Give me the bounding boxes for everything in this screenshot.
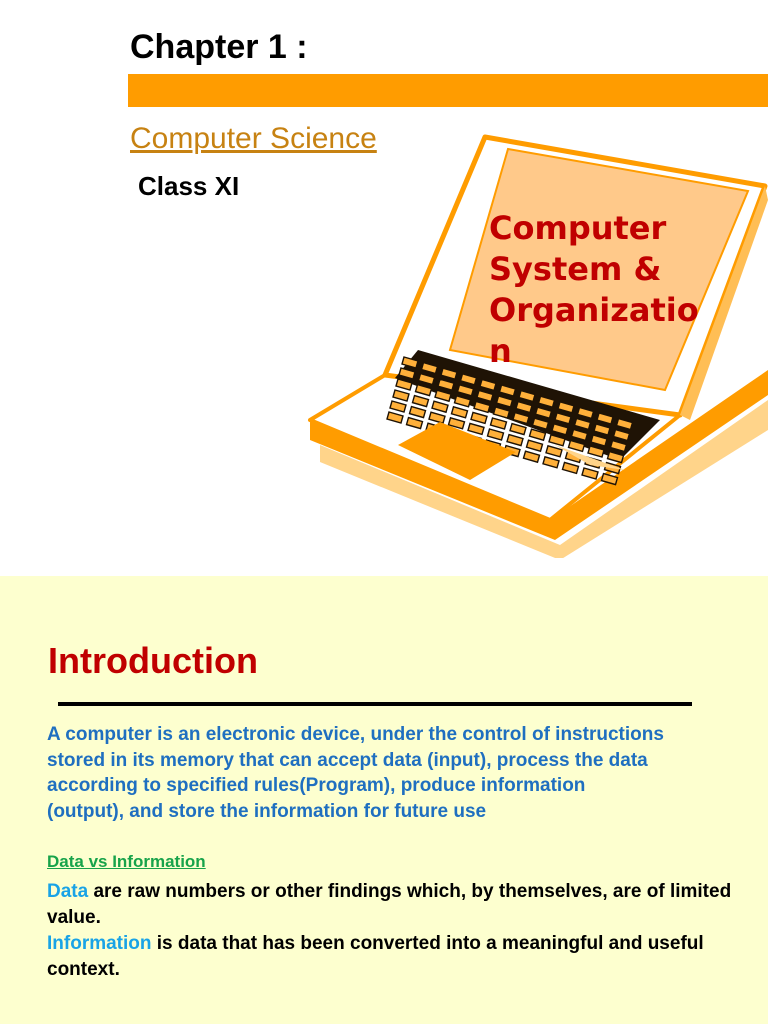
introduction-heading: Introduction	[48, 640, 258, 681]
definition-term: Data	[47, 881, 89, 902]
slide-introduction	[0, 576, 768, 1024]
laptop-screen-text: Computer System & Organization	[489, 209, 699, 370]
definitions	[47, 879, 757, 983]
class-label: Class XI	[138, 171, 240, 201]
data-vs-information-heading: Data vs Information	[47, 852, 206, 871]
heading-divider	[58, 702, 692, 706]
definition-information	[47, 931, 757, 983]
introduction-paragraph: A computer is an electronic device, under the control of instructions stored in its memory that can accept data (input), process the data according to specified rules(Program), produce information (output), and store the information for future use	[47, 724, 664, 822]
definition-text: are raw numbers or other findings which, by themselves, are of limited value.	[47, 881, 732, 928]
orange-header-bar	[128, 74, 768, 107]
subject-title: Computer Science	[130, 122, 377, 155]
chapter-title: Chapter 1 :	[130, 28, 308, 66]
definition-data	[47, 879, 757, 931]
definition-term: Information	[47, 933, 152, 954]
definition-text: is data that has been converted into a meaningful and useful context.	[47, 933, 704, 980]
